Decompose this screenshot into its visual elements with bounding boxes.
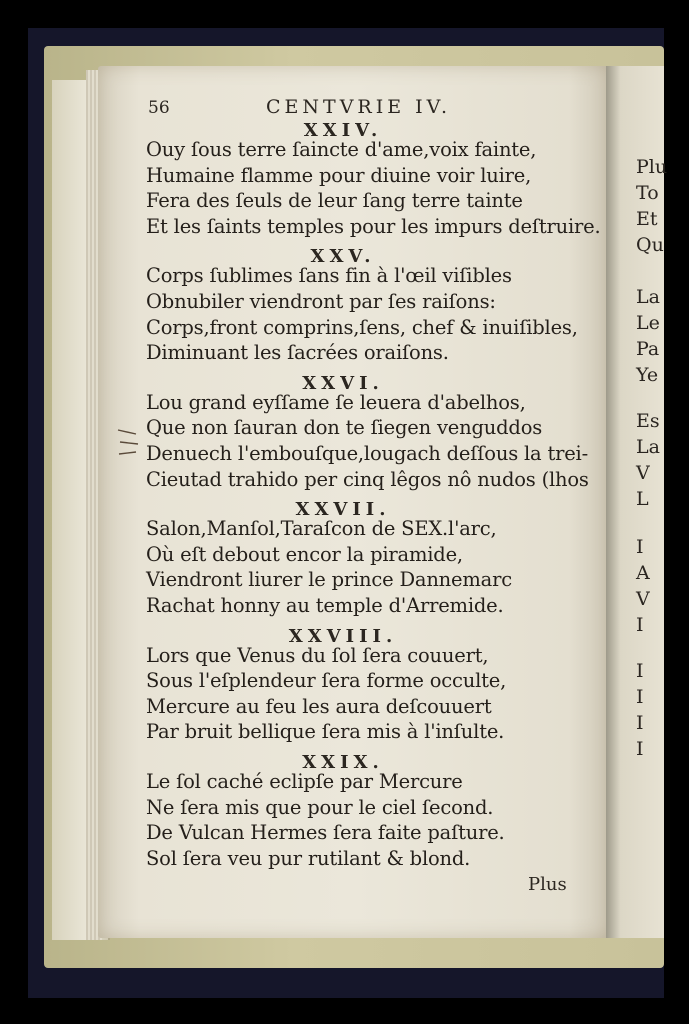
verse-line: Sol ſera veu pur rutilant & blond.: [146, 846, 471, 870]
stanza-numeral: XXIX.: [302, 752, 384, 773]
verse-line: Par bruit bellique ſera mis à l'inſulte.: [146, 720, 505, 744]
verse-line: Viendront liurer le prince Dannemarc: [146, 568, 512, 592]
verse-line: Lors que Venus du ſol ſera couuert,: [146, 643, 489, 667]
running-head: CENTVRIE IV.: [266, 96, 452, 118]
facing-page-fragment: Qu: [636, 234, 664, 256]
stanza-numeral: XXIV.: [303, 120, 383, 141]
verse-line: Sous l'eſplendeur ſera forme occulte,: [146, 669, 507, 693]
verse-line: Diminuant les ſacrées oraiſons.: [146, 341, 449, 365]
verse-line: Salon,Manſol,Taraſcon de SEX.l'arc,: [146, 517, 497, 541]
verse-line: Où eſt debout encor la piramide,: [146, 542, 463, 566]
facing-page-fragment: Pa: [636, 338, 660, 360]
stanza-numeral: XXVIII.: [288, 625, 398, 647]
facing-page-fragment: Le: [636, 312, 660, 334]
page-number: 56: [148, 98, 170, 118]
page-header: [148, 96, 588, 122]
facing-page-fragment: Et: [636, 208, 658, 230]
verse-line: Corps ſublimes ſans fin à l'œil viſibles: [146, 264, 512, 288]
verse-line: Mercure au feu les aura deſcouuert: [146, 694, 492, 718]
verse-line: Corps,front comprins,ſens, chef & inuiſibles,: [146, 315, 578, 339]
facing-page-fragment: A: [636, 562, 650, 584]
verse-line: De Vulcan Hermes ſera faite paſture.: [146, 821, 505, 845]
verse-line: Denuech l'embouſque,lougach deſſous la trei-: [146, 442, 588, 465]
facing-page-fragment: La: [636, 436, 660, 458]
verse-line: Que non ſauran don te ſiegen venguddos: [146, 416, 543, 440]
facing-page-fragment: Plu: [636, 156, 668, 178]
facing-page-fragment: I: [636, 686, 644, 708]
facing-page-fragment: V: [636, 588, 650, 610]
verse-line: Lou grand eyſſame ſe leuera d'abelhos,: [146, 390, 526, 414]
facing-page-fragment: I: [636, 738, 644, 760]
verse-line: Et les ſaints temples pour les impurs deſtruire.: [146, 214, 601, 238]
facing-page-fragment: To: [636, 182, 659, 204]
facing-page-fragment: I: [636, 536, 644, 558]
facing-page-fragment: La: [636, 286, 660, 308]
stanza-numeral: XXV.: [310, 246, 376, 268]
verse-line: Cieutad trahido per cinq lêgos nô nudos (lhos: [146, 467, 589, 491]
facing-page-fragment: L: [636, 488, 649, 510]
stanza-numeral: XXVII.: [295, 499, 391, 521]
facing-page-fragment: V: [636, 462, 650, 484]
verse-line: Obnubiler viendront par ſes raiſons:: [146, 290, 496, 313]
verse-line: Humaine flamme pour diuine voir luire,: [146, 163, 532, 187]
verse-line: Fera des ſeuls de leur ſang terre tainte: [146, 189, 523, 213]
margin-pen-marks: [114, 420, 144, 470]
facing-page-fragment: I: [636, 614, 644, 636]
facing-page-fragment: I: [636, 660, 644, 682]
verse-line: Le ſol caché eclipſe par Mercure: [146, 770, 463, 793]
verse-line: Rachat honny au temple d'Arremide.: [146, 594, 504, 617]
verse-line: Ne ſera mis que pour le ciel ſecond.: [146, 795, 494, 819]
facing-page-fragment: Ye: [636, 364, 659, 386]
facing-page-fragment: I: [636, 712, 644, 734]
catchword: Plus: [528, 874, 567, 895]
verse-line: Ouy ſous terre ſaincte d'ame,voix fainte,: [146, 138, 537, 161]
stanza-numeral: XXVI.: [302, 372, 384, 394]
facing-page-fragment: Es: [636, 410, 660, 432]
